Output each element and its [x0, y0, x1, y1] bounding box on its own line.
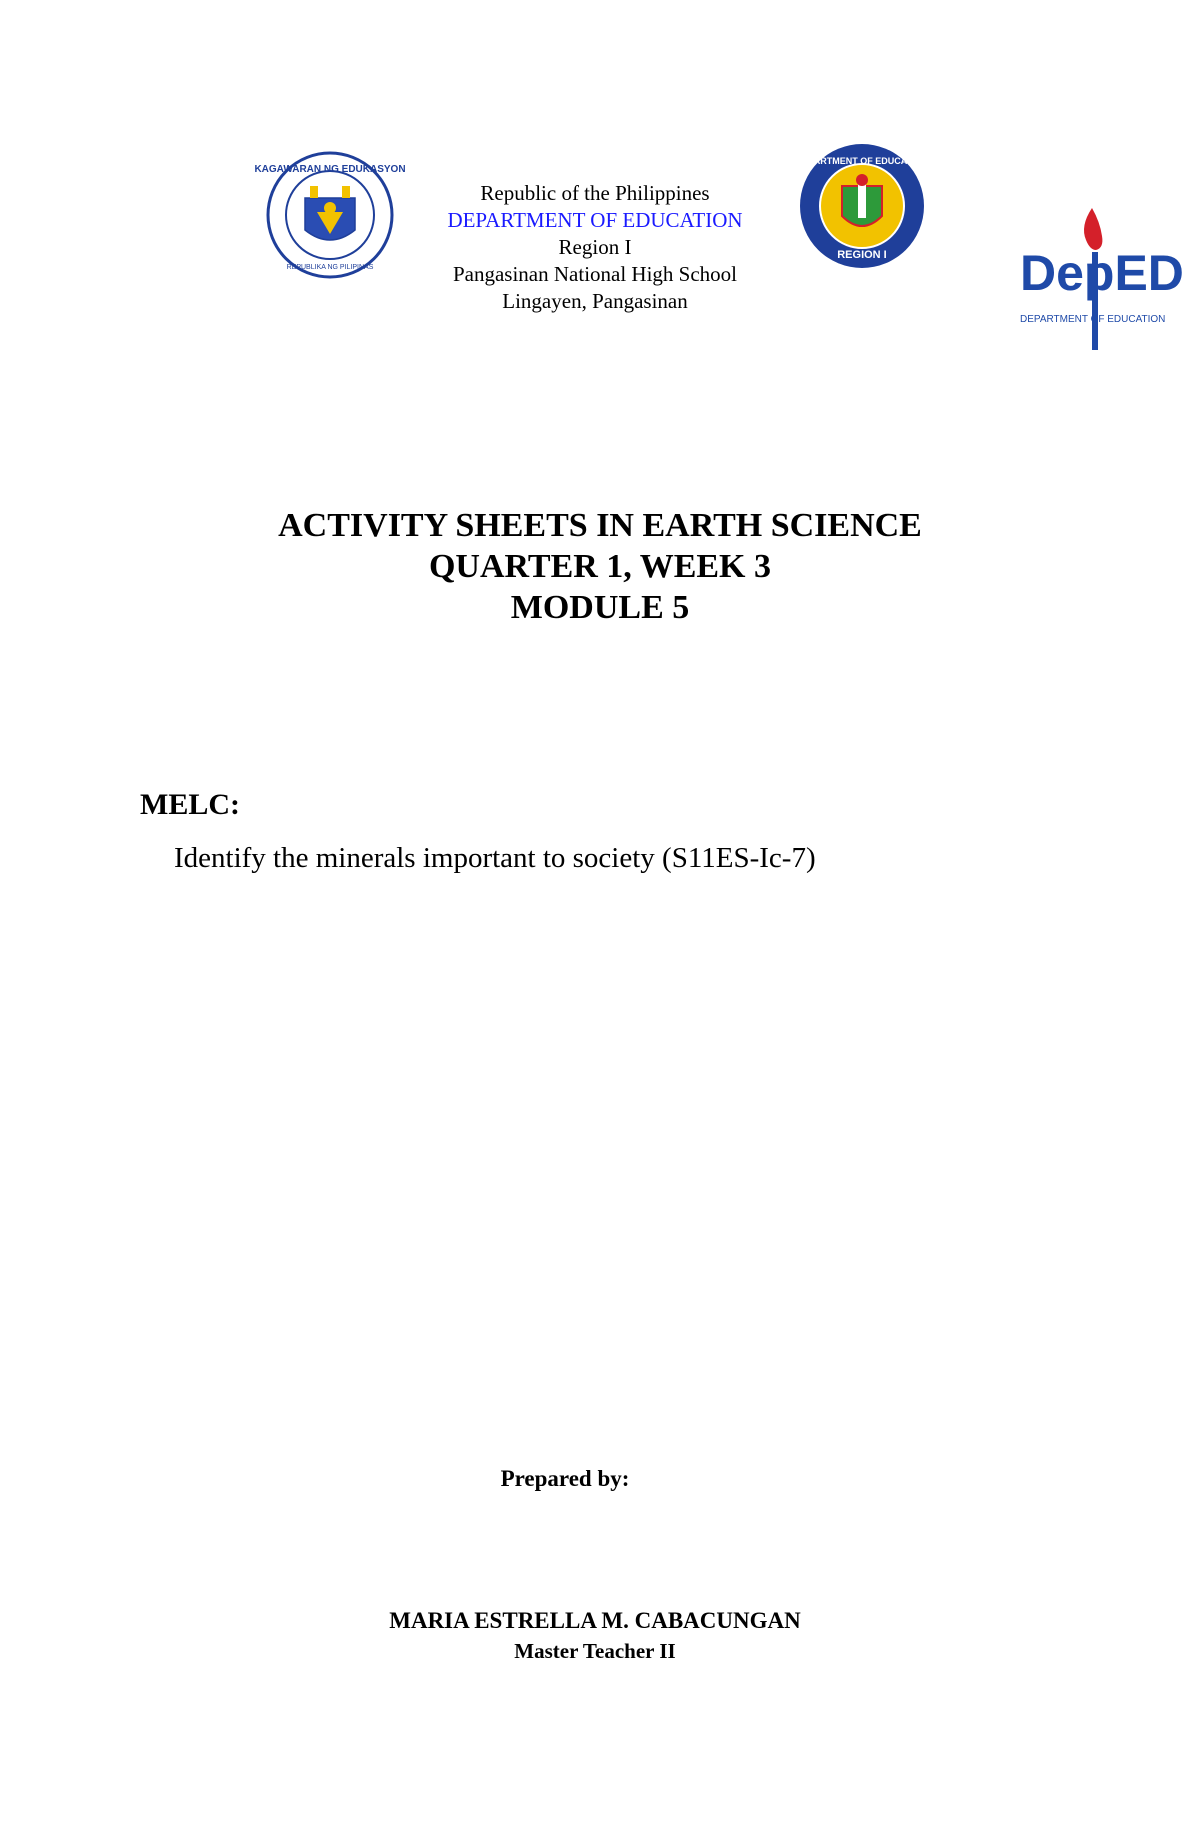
deped-logo-icon [1018, 200, 1198, 352]
author-name: MARIA ESTRELLA M. CABACUNGAN [389, 1608, 801, 1633]
deped-seal-icon [254, 150, 406, 280]
svg-text:REGION I: REGION I [837, 249, 887, 261]
document-title [150, 505, 1050, 628]
title-line-3: MODULE 5 [510, 589, 690, 626]
letterhead [400, 180, 790, 315]
school-line: Pangasinan National High School [452, 262, 738, 286]
svg-text:DepED: DepED [1020, 245, 1184, 301]
address-line: Lingayen, Pangasinan [502, 289, 688, 313]
svg-text:REPUBLIKA NG PILIPINAS: REPUBLIKA NG PILIPINAS [286, 264, 374, 271]
region-line: Region I [558, 235, 632, 259]
melc-label: MELC: [140, 788, 240, 821]
title-line-2: QUARTER 1, WEEK 3 [428, 548, 771, 585]
department-line: DEPARTMENT OF EDUCATION [447, 208, 743, 232]
svg-text:KAGAWARAN NG EDUKASYON: KAGAWARAN NG EDUKASYON [254, 164, 406, 175]
svg-text:DEPARTMENT OF EDUCATION: DEPARTMENT OF EDUCATION [1020, 314, 1166, 325]
prepared-by-label: Prepared by: [500, 1466, 630, 1491]
republic-line: Republic of the Philippines [480, 181, 710, 205]
region-seal-icon [795, 142, 929, 270]
title-line-1: ACTIVITY SHEETS IN EARTH SCIENCE [278, 507, 922, 544]
svg-text:DEPARTMENT OF EDUCATION: DEPARTMENT OF EDUCATION [795, 156, 929, 166]
author-position: Master Teacher II [514, 1639, 676, 1663]
author-block [0, 1606, 1190, 1666]
melc-text: Identify the minerals important to society (S11ES-Ic-7) [174, 842, 816, 874]
